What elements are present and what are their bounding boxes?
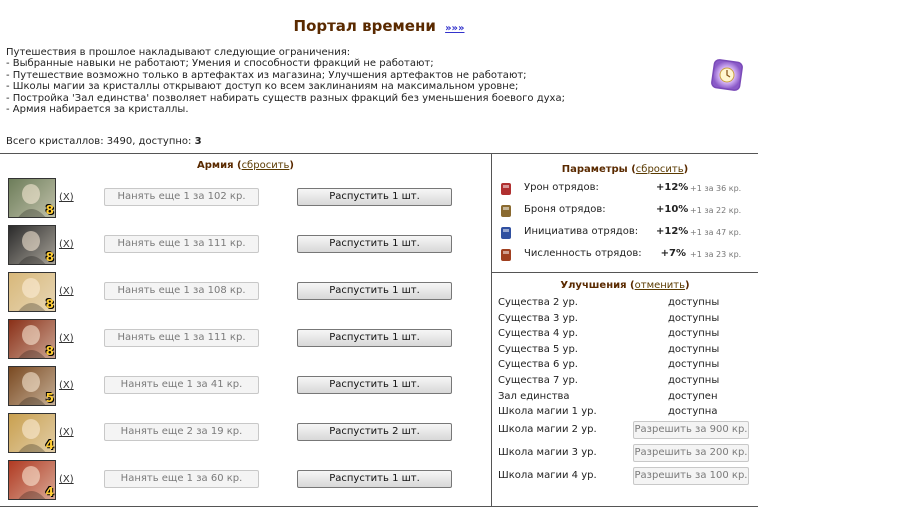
params-reset-link[interactable]: сбросить bbox=[635, 164, 684, 175]
dismiss-button[interactable]: Распустить 1 шт. bbox=[297, 282, 452, 300]
upgrade-label: Школа магии 2 ур. bbox=[498, 424, 597, 435]
param-label: Численность отрядов: bbox=[524, 248, 642, 259]
upgrade-buy-row bbox=[498, 444, 753, 462]
params-upgrades-divider bbox=[492, 272, 758, 273]
armor-icon bbox=[498, 203, 514, 219]
army-row bbox=[8, 460, 478, 500]
more-link[interactable]: »»» bbox=[445, 23, 465, 34]
intro-line: - Армия набирается за кристаллы. bbox=[6, 104, 189, 116]
unit-count: 8 bbox=[45, 297, 54, 311]
param-row bbox=[498, 202, 753, 220]
dismiss-button[interactable]: Распустить 1 шт. bbox=[297, 329, 452, 347]
param-upgrade-link[interactable]: +1 за 47 кр. bbox=[690, 228, 742, 237]
army-reset-link[interactable]: сбросить bbox=[241, 160, 290, 171]
hire-button[interactable]: Нанять еще 1 за 111 кр. bbox=[104, 235, 259, 253]
dismiss-button[interactable]: Распустить 1 шт. bbox=[297, 470, 452, 488]
upgrade-row bbox=[498, 359, 753, 373]
param-value: +12% bbox=[656, 226, 689, 237]
army-row bbox=[8, 413, 478, 453]
upgrade-row bbox=[498, 391, 753, 405]
remove-unit-link[interactable]: (X) bbox=[59, 192, 74, 203]
remove-unit-link[interactable]: (X) bbox=[59, 427, 74, 438]
param-row bbox=[498, 180, 753, 198]
remove-unit-link[interactable]: (X) bbox=[59, 333, 74, 344]
restrictions-text bbox=[6, 47, 565, 115]
upgrade-row bbox=[498, 375, 753, 389]
upgrade-label: Существа 7 ур. bbox=[498, 375, 578, 386]
upgrade-status: доступны bbox=[668, 297, 720, 308]
unit-portrait[interactable] bbox=[8, 319, 56, 359]
upgrade-label: Существа 2 ур. bbox=[498, 297, 578, 308]
param-label: Броня отрядов: bbox=[524, 204, 606, 215]
allow-upgrade-button[interactable]: Разрешить за 100 кр. bbox=[633, 467, 749, 485]
upgrade-buy-row bbox=[498, 421, 753, 439]
param-upgrade-link[interactable]: +1 за 23 кр. bbox=[690, 250, 742, 259]
param-upgrade-link[interactable]: +1 за 22 кр. bbox=[690, 206, 742, 215]
unit-count: 8 bbox=[45, 344, 54, 358]
unit-count: 4 bbox=[45, 438, 54, 452]
upgrade-status: доступны bbox=[668, 312, 720, 324]
unit-portrait[interactable] bbox=[8, 225, 56, 265]
upgrade-status: доступны bbox=[668, 328, 720, 340]
intro-line: - Выбранные навыки не работают; Умения и способности фракций не работают; bbox=[6, 58, 434, 70]
upgrade-label: Школа магии 1 ур. bbox=[498, 406, 597, 418]
top-divider bbox=[0, 153, 758, 154]
unit-portrait[interactable] bbox=[8, 272, 56, 312]
hire-button[interactable]: Нанять еще 2 за 19 кр. bbox=[104, 423, 259, 441]
unit-count: 8 bbox=[45, 203, 54, 217]
remove-unit-link[interactable]: (X) bbox=[59, 286, 74, 297]
hire-button[interactable]: Нанять еще 1 за 41 кр. bbox=[104, 376, 259, 394]
upgrade-row bbox=[498, 297, 753, 311]
param-row bbox=[498, 224, 753, 242]
crystals-available: 3 bbox=[194, 136, 202, 147]
page-title-text: Портал времени bbox=[293, 17, 436, 35]
intro-line: Путешествия в прошлое накладывают следующие ограничения: bbox=[6, 47, 351, 58]
upgrade-row bbox=[498, 313, 753, 327]
upgrade-status: доступны bbox=[668, 359, 720, 371]
unit-portrait[interactable] bbox=[8, 460, 56, 500]
remove-unit-link[interactable]: (X) bbox=[59, 239, 74, 250]
portal-icon bbox=[710, 58, 744, 92]
upgrade-label: Школа магии 3 ур. bbox=[498, 447, 597, 458]
hire-button[interactable]: Нанять еще 1 за 108 кр. bbox=[104, 282, 259, 300]
param-value: +7% bbox=[660, 248, 686, 259]
param-row bbox=[498, 246, 753, 264]
remove-unit-link[interactable]: (X) bbox=[59, 380, 74, 391]
upgrades-cancel-link[interactable]: отменить bbox=[634, 280, 686, 291]
upgrades-header: Улучшения (отменить) bbox=[560, 280, 690, 291]
army-header: Армия (сбросить) bbox=[197, 160, 294, 171]
upgrade-label: Школа магии 4 ур. bbox=[498, 470, 597, 481]
army-title: Армия bbox=[197, 160, 234, 171]
unit-portrait[interactable] bbox=[8, 366, 56, 406]
intro-line: - Путешествие возможно только в артефактах из магазина; Улучшения артефактов не работают; bbox=[6, 69, 527, 81]
param-label: Урон отрядов: bbox=[524, 182, 599, 193]
crystals-info bbox=[6, 136, 202, 147]
allow-upgrade-button[interactable]: Разрешить за 200 кр. bbox=[633, 444, 749, 462]
param-label: Инициатива отрядов: bbox=[524, 226, 639, 237]
upgrades-title: Улучшения bbox=[560, 280, 627, 291]
upgrade-label: Существа 5 ур. bbox=[498, 343, 578, 355]
remove-unit-link[interactable]: (X) bbox=[59, 474, 74, 485]
unit-portrait[interactable] bbox=[8, 413, 56, 453]
upgrade-row bbox=[498, 328, 753, 342]
troops-icon bbox=[498, 247, 514, 263]
param-upgrade-link[interactable]: +1 за 36 кр. bbox=[690, 184, 742, 193]
damage-icon bbox=[498, 181, 514, 197]
army-row bbox=[8, 225, 478, 265]
unit-count: 8 bbox=[45, 250, 54, 264]
initiative-icon bbox=[498, 225, 514, 241]
intro-line: - Постройка 'Зал единства' позволяет набирать существ разных фракций без уменьшения боевого духа; bbox=[6, 92, 565, 104]
dismiss-button[interactable]: Распустить 1 шт. bbox=[297, 235, 452, 253]
allow-upgrade-button[interactable]: Разрешить за 900 кр. bbox=[633, 421, 749, 439]
army-row bbox=[8, 319, 478, 359]
upgrade-row bbox=[498, 406, 753, 420]
army-row bbox=[8, 272, 478, 312]
upgrade-status: доступна bbox=[668, 406, 718, 418]
upgrade-label: Существа 3 ур. bbox=[498, 312, 578, 324]
column-divider bbox=[491, 153, 492, 507]
unit-count: 4 bbox=[45, 485, 54, 499]
dismiss-button[interactable]: Распустить 1 шт. bbox=[297, 376, 452, 394]
upgrade-status: доступен bbox=[668, 390, 718, 402]
upgrade-label: Существа 6 ур. bbox=[498, 359, 578, 371]
hire-button[interactable]: Нанять еще 1 за 102 кр. bbox=[104, 188, 259, 206]
army-row bbox=[8, 366, 478, 406]
crystals-label: Всего кристаллов: 3490, доступно: bbox=[6, 136, 195, 147]
unit-portrait[interactable] bbox=[8, 178, 56, 218]
upgrade-buy-row bbox=[498, 467, 753, 485]
intro-line: - Школы магии за кристаллы открывают доступ ко всем заклинаниям на максимальном уровне; bbox=[6, 81, 519, 93]
dismiss-button[interactable]: Распустить 2 шт. bbox=[297, 423, 452, 441]
upgrade-status: доступны bbox=[668, 343, 720, 355]
hire-button[interactable]: Нанять еще 1 за 111 кр. bbox=[104, 329, 259, 347]
upgrade-label: Зал единства bbox=[498, 390, 570, 402]
param-value: +10% bbox=[656, 204, 689, 215]
param-value: +12% bbox=[656, 182, 689, 193]
upgrade-row bbox=[498, 344, 753, 358]
unit-count: 5 bbox=[45, 391, 54, 405]
page-title bbox=[0, 17, 758, 35]
params-header: Параметры (сбросить) bbox=[561, 164, 689, 175]
dismiss-button[interactable]: Распустить 1 шт. bbox=[297, 188, 452, 206]
hire-button[interactable]: Нанять еще 1 за 60 кр. bbox=[104, 470, 259, 488]
upgrade-status: доступны bbox=[668, 375, 720, 386]
params-title: Параметры bbox=[561, 164, 628, 175]
army-row bbox=[8, 178, 478, 218]
upgrade-label: Существа 4 ур. bbox=[498, 328, 578, 340]
